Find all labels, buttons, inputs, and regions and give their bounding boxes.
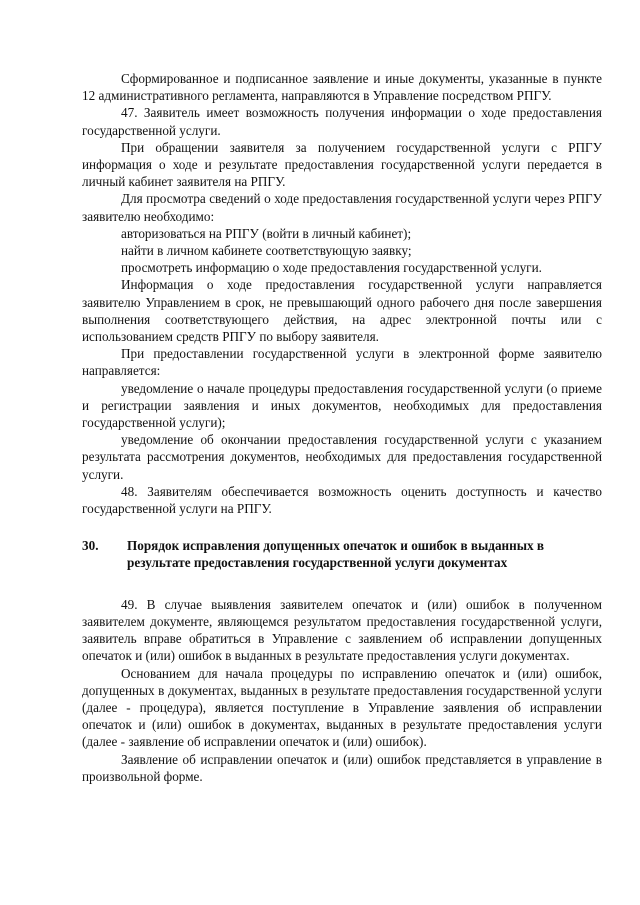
paragraph: уведомление об окончании предоставления государственной услуги с указанием результата рассмотрения документов, необходимых для предоставления государственной услуги. bbox=[82, 432, 602, 482]
paragraph: Сформированное и подписанное заявление и иные документы, указанные в пункте 12 административного регламента, направляются в Управление посредством РПГУ. bbox=[82, 71, 602, 104]
section-number: 30. bbox=[82, 538, 99, 554]
spacer bbox=[82, 517, 602, 537]
paragraph: Основанием для начала процедуры по исправлению опечаток и (или) ошибок, допущенных в документах, выданных в результате предоставления государственной услуги (далее - процедура), является поступление в Управление заявления об исправлении опечаток и (или) ошибок в документах, выданных в результате предоставления услуги (далее - заявление об исправлении опечаток и (или) ошибок). bbox=[82, 665, 602, 750]
paragraph: Заявление об исправлении опечаток и (или) ошибок представляется в управление в произвольной форме. bbox=[82, 751, 602, 784]
list-item: найти в личном кабинете соответствующую заявку; bbox=[121, 243, 412, 259]
paragraph-47: 47. Заявитель имеет возможность получения информации о ходе предоставления государственной услуги. bbox=[82, 105, 602, 138]
paragraph: При предоставлении государственной услуги в электронной форме заявителю направляется: bbox=[82, 346, 602, 379]
spacer bbox=[82, 572, 602, 596]
paragraph: Для просмотра сведений о ходе предоставления государственной услуги через РПГУ заявителю необходимо: bbox=[82, 191, 602, 224]
paragraph-49: 49. В случае выявления заявителем опечаток и (или) ошибок в полученном заявителем документе, являющемся результатом предоставления государственной услуги, заявитель вправе обратиться в Управление с заявлением об исправлении допущенных опечаток и (или) ошибок в выданных в результате предоставления услуги документах. bbox=[82, 596, 602, 664]
paragraph: При обращении заявителя за получением государственной услуги с РПГУ информация о ходе и результате предоставления государственной услуги передается в личный кабинет заявителя на РПГУ. bbox=[82, 139, 602, 190]
paragraph: уведомление о начале процедуры предоставления государственной услуги (о приеме и регистрации заявления и иных документов, необходимых для предоставления государственной услуги); bbox=[82, 380, 602, 431]
document-page bbox=[82, 70, 602, 785]
paragraph: Информация о ходе предоставления государственной услуги направляется заявителю Управлением в срок, не превышающий одного рабочего дня после завершения выполнения соответствующего действия, на адрес электронной почты или с использованием средств РПГУ по выбору заявителя. bbox=[82, 277, 602, 345]
list-item: авторизоваться на РПГУ (войти в личный кабинет); bbox=[121, 225, 412, 241]
paragraph-48: 48. Заявителям обеспечивается возможность оценить доступность и качество государственной услуги на РПГУ. bbox=[82, 483, 602, 517]
section-heading bbox=[82, 537, 602, 571]
list-item: просмотреть информацию о ходе предоставления государственной услуги. bbox=[121, 260, 542, 276]
section-title: Порядок исправления допущенных опечаток и ошибок в выданных в результате предоставления государственной услуги документах bbox=[127, 538, 545, 571]
